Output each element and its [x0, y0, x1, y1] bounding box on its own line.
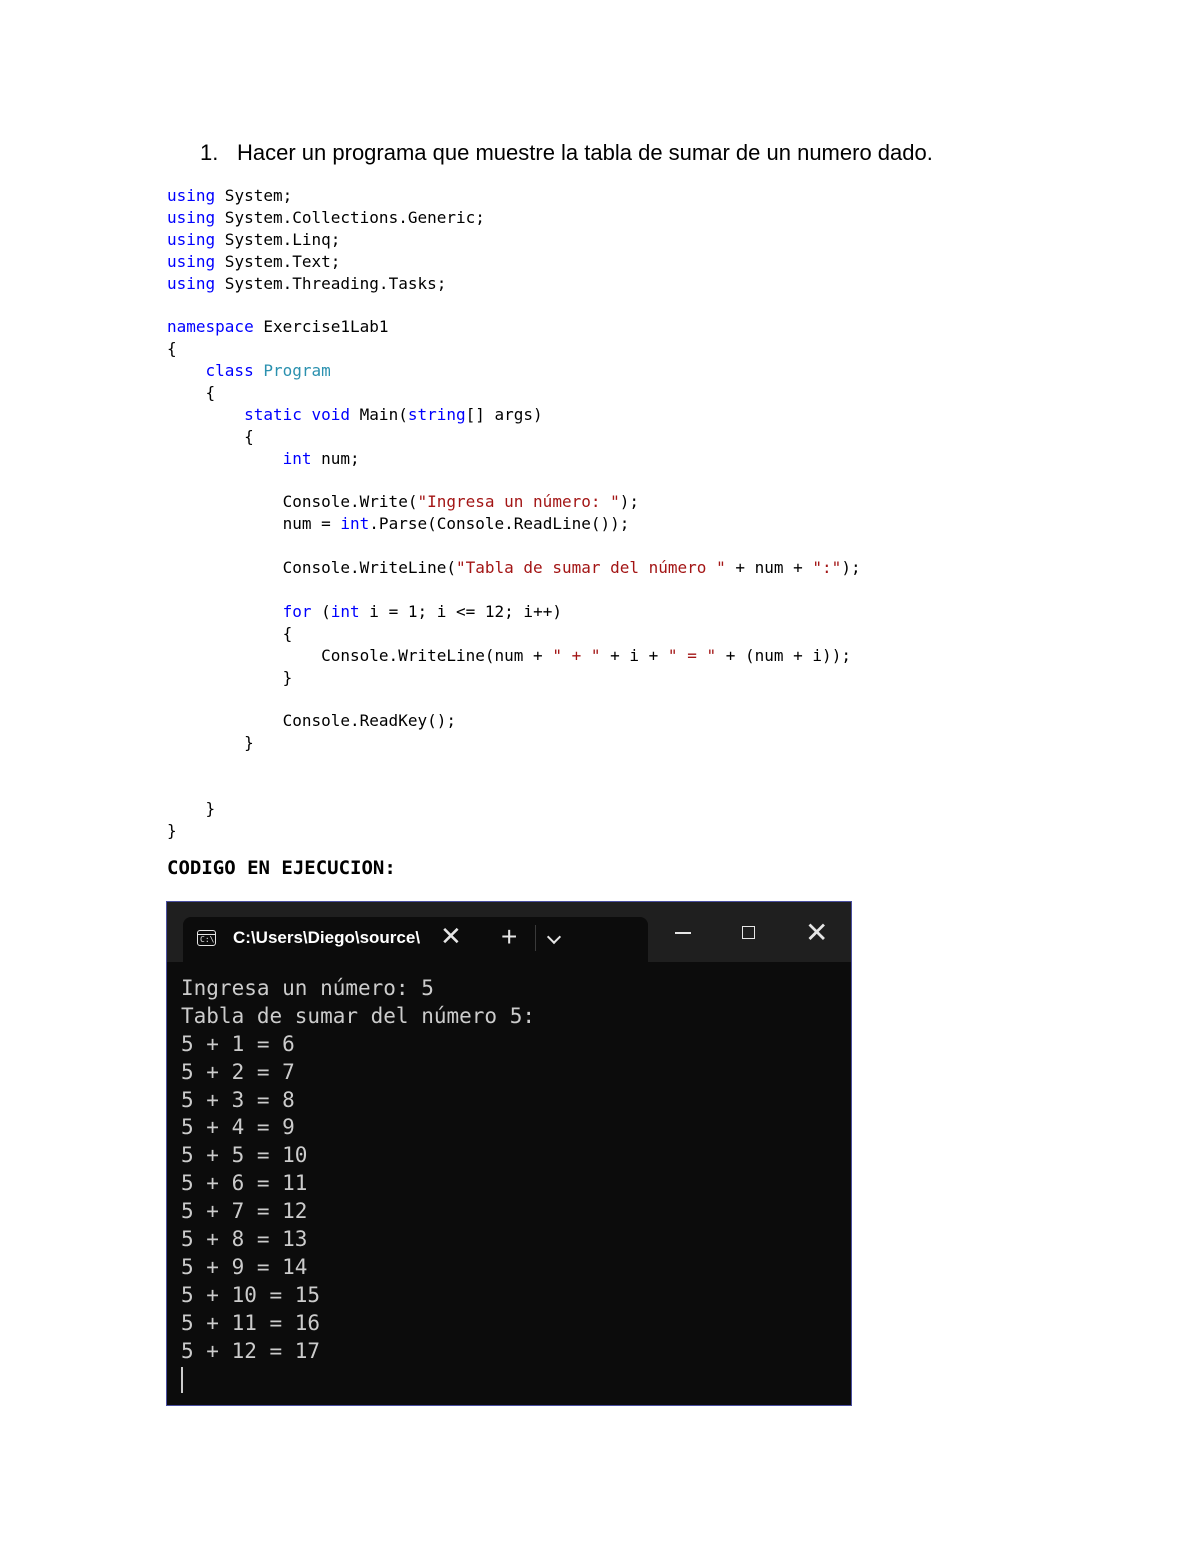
- terminal-icon: C:\: [197, 930, 216, 946]
- exercise-heading: [200, 140, 933, 166]
- code-token: "Tabla de sumar del número ": [455, 558, 726, 578]
- code-line: [167, 251, 861, 273]
- code-token: {: [167, 426, 254, 446]
- code-token: [254, 361, 264, 380]
- code-token: i = 1; i <= 12; i++): [359, 601, 562, 621]
- code-token: Console.WriteLine(num +: [167, 645, 553, 665]
- code-token: " + ": [552, 645, 601, 665]
- code-line: [167, 382, 861, 404]
- code-token: System.Collections.Generic;: [215, 207, 485, 227]
- output-line: 5 + 10 = 15: [181, 1282, 321, 1307]
- terminal-window: [166, 901, 852, 1406]
- code-token: num;: [311, 448, 360, 468]
- section-label: CODIGO EN EJECUCION:: [167, 857, 396, 879]
- code-token: }: [167, 667, 293, 687]
- code-token: string: [407, 404, 466, 424]
- code-line: [167, 404, 861, 426]
- code-token: [167, 405, 244, 424]
- output-line: Tabla de sumar del número 5:: [181, 1003, 536, 1028]
- code-token: void: [311, 404, 351, 424]
- exercise-text: Hacer un programa que muestre la tabla de sumar de un numero dado.: [237, 140, 933, 165]
- code-token: using: [167, 207, 216, 227]
- tab-close-icon[interactable]: ✕: [440, 921, 462, 951]
- code-line: [167, 448, 861, 470]
- code-token: int: [330, 601, 360, 621]
- code-token: System.Linq;: [215, 229, 341, 249]
- new-tab-icon[interactable]: +: [501, 921, 518, 952]
- code-token: Console.ReadKey();: [167, 711, 456, 731]
- code-token: }: [167, 733, 254, 753]
- output-line: 5 + 2 = 7: [181, 1059, 295, 1084]
- code-token: + (num + i));: [716, 645, 851, 665]
- code-token: namespace: [167, 317, 254, 337]
- code-listing: [167, 185, 861, 842]
- code-line: [167, 535, 861, 557]
- exercise-number: 1.: [200, 140, 219, 165]
- code-token: + num +: [725, 558, 813, 578]
- code-line: [167, 294, 861, 316]
- code-token: " = ": [667, 645, 717, 665]
- code-line: [167, 645, 861, 667]
- code-token: [167, 602, 283, 621]
- code-token: {: [167, 623, 293, 643]
- code-line: [167, 491, 861, 513]
- code-line: [167, 426, 861, 448]
- code-line: [167, 623, 861, 645]
- code-token: {: [167, 339, 177, 359]
- code-token: num =: [167, 514, 341, 534]
- output-line: 5 + 3 = 8: [181, 1087, 295, 1112]
- code-line: [167, 513, 861, 535]
- code-line: [167, 185, 861, 207]
- code-token: Main(: [350, 404, 408, 424]
- code-token: using: [167, 186, 216, 205]
- maximize-icon[interactable]: [742, 926, 755, 939]
- code-line: [167, 667, 861, 689]
- minimize-icon[interactable]: [675, 932, 691, 934]
- code-token: using: [167, 229, 216, 249]
- code-token: );: [841, 558, 861, 578]
- code-token: );: [619, 492, 640, 512]
- code-line: [167, 557, 861, 579]
- output-line: 5 + 1 = 6: [181, 1031, 295, 1056]
- code-token: {: [167, 383, 216, 403]
- code-line: [167, 207, 861, 229]
- code-token: ":": [812, 558, 842, 578]
- code-line: [167, 732, 861, 754]
- code-token: using: [167, 273, 216, 293]
- code-token: (: [311, 601, 331, 621]
- code-line: [167, 229, 861, 251]
- code-token: [167, 449, 283, 468]
- code-line: [167, 601, 861, 623]
- code-token: int: [282, 448, 312, 468]
- close-icon[interactable]: ✕: [805, 917, 829, 948]
- output-line: 5 + 6 = 11: [181, 1171, 308, 1196]
- code-token: [] args): [465, 404, 543, 424]
- code-line: [167, 688, 861, 710]
- code-line: [167, 754, 861, 776]
- code-line: [167, 776, 861, 798]
- output-line: 5 + 4 = 9: [181, 1115, 295, 1140]
- terminal-cursor: [181, 1367, 183, 1393]
- code-token: class: [205, 361, 254, 381]
- code-line: [167, 710, 861, 732]
- output-line: Ingresa un número: 5: [181, 976, 434, 1000]
- code-token: static: [244, 404, 302, 424]
- code-token: System.Text;: [215, 251, 341, 271]
- output-line: 5 + 7 = 12: [181, 1199, 308, 1224]
- terminal-titlebar: [167, 902, 851, 962]
- code-token: + i +: [600, 645, 668, 665]
- code-line: [167, 798, 861, 820]
- tab-title: C:\Users\Diego\source\: [233, 928, 421, 947]
- titlebar-divider: [535, 925, 536, 951]
- code-token: }: [167, 798, 216, 818]
- code-token: .Parse(Console.ReadLine());: [369, 514, 630, 534]
- code-token: int: [340, 514, 370, 534]
- code-line: [167, 579, 861, 601]
- code-token: System;: [215, 186, 293, 205]
- output-line: 5 + 5 = 10: [181, 1143, 308, 1168]
- code-token: Console.Write(: [167, 492, 418, 512]
- terminal-output: [181, 975, 535, 1365]
- code-token: "Ingresa un número: ": [417, 492, 620, 512]
- code-line: [167, 360, 861, 382]
- code-line: [167, 338, 861, 360]
- code-token: [167, 361, 206, 380]
- code-line: [167, 316, 861, 338]
- code-token: for: [282, 601, 312, 621]
- code-line: [167, 273, 861, 295]
- output-line: 5 + 12 = 17: [181, 1338, 321, 1363]
- terminal-tab[interactable]: [183, 917, 648, 962]
- code-token: System.Threading.Tasks;: [215, 273, 447, 293]
- code-token: Exercise1Lab1: [253, 317, 389, 337]
- output-line: 5 + 9 = 14: [181, 1254, 308, 1279]
- code-token: Console.WriteLine(: [167, 558, 456, 578]
- output-line: 5 + 11 = 16: [181, 1310, 321, 1335]
- code-token: using: [167, 251, 216, 271]
- code-line: [167, 470, 861, 492]
- code-line: [167, 820, 861, 842]
- code-token: [302, 405, 312, 424]
- code-token: }: [167, 820, 177, 840]
- code-token: Program: [263, 361, 331, 381]
- output-line: 5 + 8 = 13: [181, 1227, 308, 1252]
